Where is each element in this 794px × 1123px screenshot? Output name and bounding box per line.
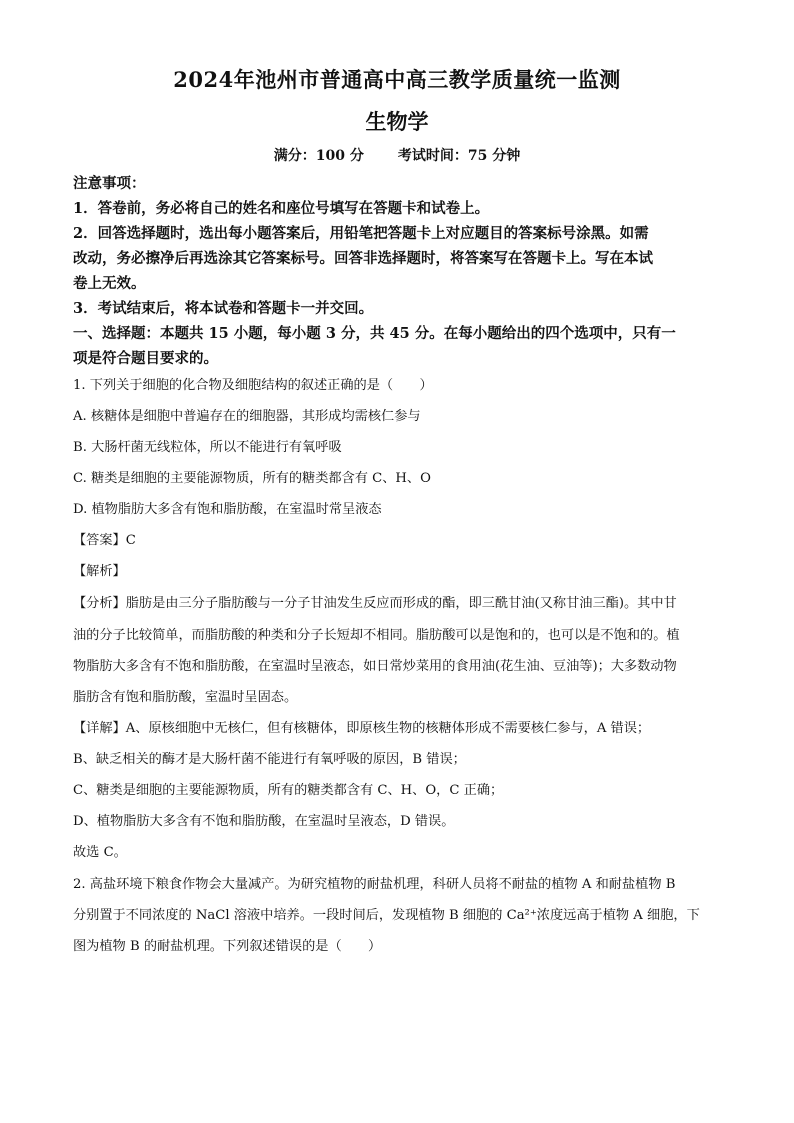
q1-detail-b: B、缺乏相关的酶才是大肠杆菌不能进行有氧呼吸的原因，B 错误； [73,752,466,767]
q1-fenxi-line-2: 油的分子比较简单，而脂肪酸的种类和分子长短却不相同。脂肪酸可以是饱和的，也可以是不饱和的。植 [73,628,680,643]
q1-conclusion: 故选 C。 [73,845,127,860]
exam-time: 考试时间：75 分钟 [397,148,521,164]
notice-item-3: 3．考试结束后，将本试卷和答题卡一并交回。 [73,300,374,317]
q1-detail-d: D、植物脂肪大多含有不饱和脂肪酸，在室温时呈液态，D 错误。 [73,814,455,829]
exam-meta [0,145,794,165]
full-score: 满分：100 分 [273,148,364,164]
q1-detail-a: 【详解】A、原核细胞中无核仁，但有核糖体，即原核生物的核糖体形成不需要核仁参与，A 错误； [73,721,651,736]
section-heading-line-1: 一、选择题：本题共 15 小题，每小题 3 分，共 45 分。在每小题给出的四个选项中，只有一 [73,325,676,342]
q1-analysis-label: 【解析】 [73,564,126,579]
q2-stem-line-1: 2. 高盐环境下粮食作物会大量减产。为研究植物的耐盐机理，科研人员将不耐盐的植物 A 和耐盐植物 B [73,877,676,892]
q1-fenxi-line-4: 脂肪含有饱和脂肪酸，室温时呈固态。 [73,690,298,705]
section-heading-line-2: 项是符合题目要求的。 [73,350,218,367]
q1-option-b: B. 大肠杆菌无线粒体，所以不能进行有氧呼吸 [73,440,342,455]
notice-item-2-line-2: 改动，务必擦净后再选涂其它答案标号。回答非选择题时，将答案写在答题卡上。写在本试 [73,250,653,267]
notice-item-2-line-3: 卷上无效。 [73,275,146,292]
q1-answer: 【答案】C [73,533,136,548]
q1-fenxi-line-3: 物脂肪大多含有不饱和脂肪酸，在室温时呈液态，如日常炒菜用的食用油(花生油、豆油等)；大多数动物 [73,659,677,674]
q1-option-a: A. 核糖体是细胞中普遍存在的细胞器，其形成均需核仁参与 [73,409,421,424]
q1-option-c: C. 糖类是细胞的主要能源物质，所有的糖类都含有 C、H、O [73,471,431,486]
notice-item-1: 1．答卷前，务必将自己的姓名和座位号填写在答题卡和试卷上。 [73,200,490,217]
notice-item-2-line-1: 2．回答选择题时，选出每小题答案后，用铅笔把答题卡上对应题目的答案标号涂黑。如需 [73,225,649,242]
q2-stem-line-3: 图为植物 B 的耐盐机理。下列叙述错误的是（ ） [73,939,382,954]
notice-heading: 注意事项： [73,175,146,192]
q1-option-d: D. 植物脂肪大多含有饱和脂肪酸，在室温时常呈液态 [73,502,382,517]
q1-fenxi-line-1: 【分析】脂肪是由三分子脂肪酸与一分子甘油发生反应而形成的酯，即三酰甘油(又称甘油三酯)。其中甘 [73,596,677,611]
q1-detail-c: C、糖类是细胞的主要能源物质，所有的糖类都含有 C、H、O，C 正确； [73,783,504,798]
q2-stem-line-2: 分别置于不同浓度的 NaCl 溶液中培养。一段时间后，发现植物 B 细胞的 Ca²⁺浓度远高于植物 A 细胞，下 [73,908,700,923]
page-title: 2024年池州市普通高中高三教学质量统一监测 [173,67,621,92]
q1-stem: 1. 下列关于细胞的化合物及细胞结构的叙述正确的是（ ） [73,378,433,393]
subject-title: 生物学 [365,109,429,134]
